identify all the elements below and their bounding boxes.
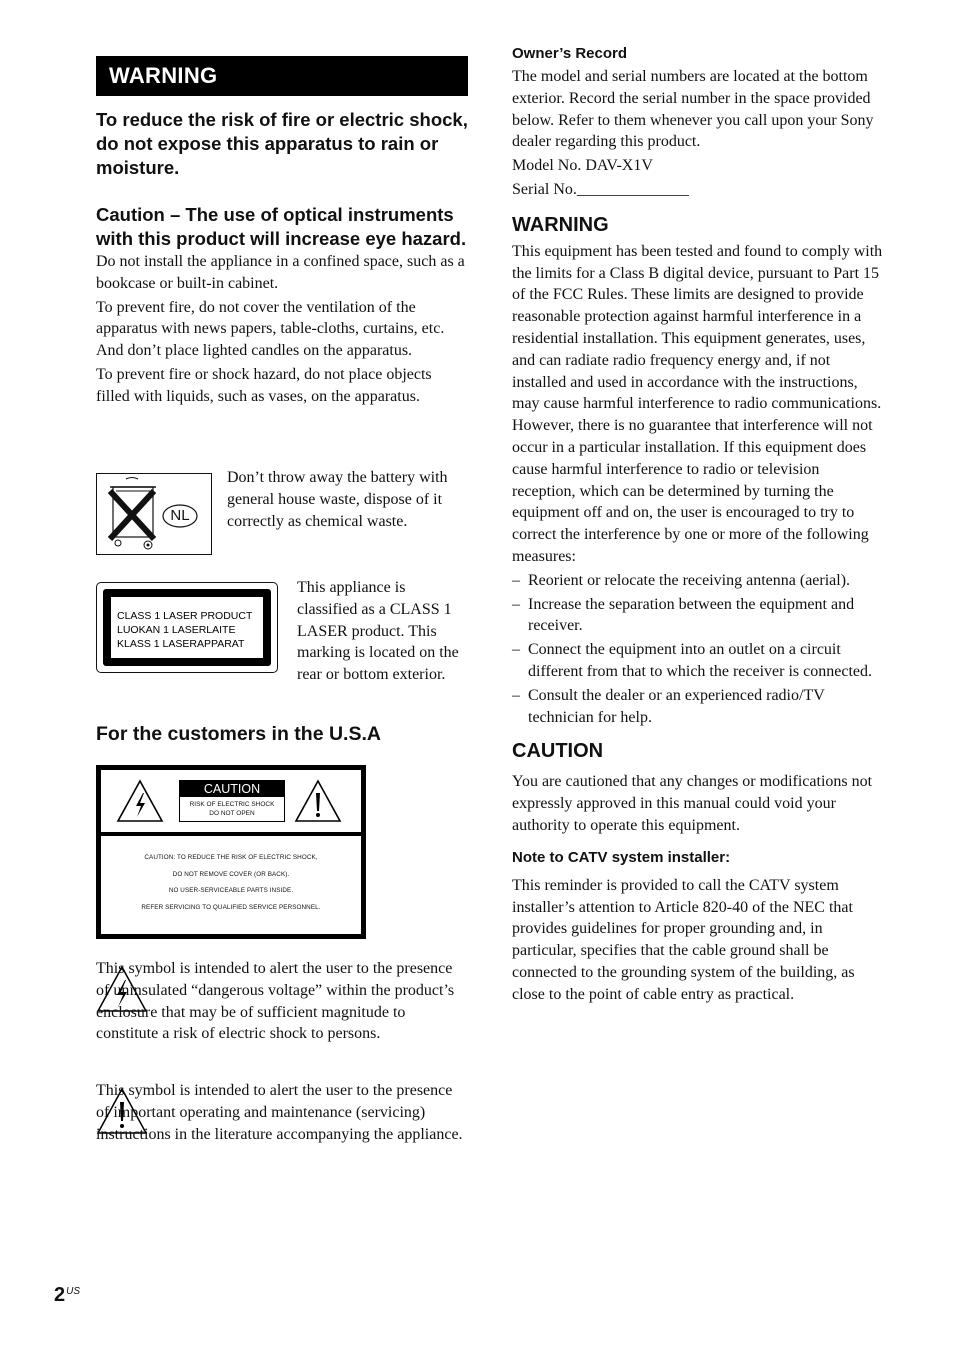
warning-banner: WARNING [96,56,468,96]
laser-label-line: CLASS 1 LASER PRODUCT [117,610,253,622]
laser-class-label [96,582,278,673]
left-column [96,56,468,410]
caution-label-title: CAUTION [180,781,284,797]
fire-paragraph: To prevent fire, do not cover the ventilation of the apparatus with news papers, table-cloths, curtains, etc. And don’t place lighted candles on the apparatus. [96,298,445,360]
fcc-warning-heading: WARNING [512,213,609,236]
usa-heading: For the customers in the U.S.A [96,723,381,745]
install-paragraph: Do not install the appliance in a confined space, such as a bookcase or built-in cabinet. [96,253,465,292]
lightning-warning-icon [116,779,164,823]
laser-label-line: LUOKAN 1 LASERLAITE [117,624,236,636]
caution-label-body-line: CAUTION: TO REDUCE THE RISK OF ELECTRIC SHOCK, [144,854,318,861]
serial-number: Serial No.______________ [512,180,689,198]
right-column [512,44,884,1007]
instructions-symbol-text: This symbol is intended to alert the user to the presence of important operating and maintenance (servicing) instructions in the literature accompanying the appliance. [96,1082,463,1143]
risk-heading: To reduce the risk of fire or electric shock, do not expose this apparatus to rain or moisture. [96,109,468,178]
page-number: $2^{US}$ [54,1284,81,1306]
caution-label-line1: RISK OF ELECTRIC SHOCK [189,801,275,808]
laser-text: This appliance is classified as a CLASS 1 LASER product. This marking is located on the rear or bottom exterior. [297,579,459,684]
battery-text: Don’t throw away the battery with general house waste, dispose of it correctly as chemical waste. [227,469,448,530]
battery-disposal-icon [96,473,212,555]
caution-label-line2: DO NOT OPEN [209,810,255,817]
shock-paragraph: To prevent fire or shock hazard, do not place objects filled with liquids, such as vases, on the apparatus. [96,365,432,405]
optical-caution-heading: Caution – The use of optical instruments with this product will increase eye hazard. [96,204,467,249]
caution-label-body-line: DO NOT REMOVE COVER (OR BACK). [172,870,290,878]
voltage-symbol-text: This symbol is intended to alert the user to the presence of uninsulated “dangerous voltage” within the product’s enclosure that may be of sufficient magnitude to constitute a risk of electric shock to persons. [96,960,455,1043]
caution-heading: CAUTION [512,740,604,763]
catv-text: This reminder is provided to call the CATV system installer’s attention to Article 820-40 of the NEC that provides guidelines for proper grounding and, in particular, specifies that the cable ground shall be connected to the grounding system of the building, as close to the point of cable entry as practical. [512,876,855,1003]
list-item: – Connect the equipment into an outlet on a circuit different from that to which the receiver is connected. [512,641,873,680]
caution-label [96,765,366,939]
model-number: Model No. DAV-X1V [512,157,653,175]
battery-nl-label: NL [170,507,190,524]
laser-label-line: KLASS 1 LASERAPPARAT [117,638,245,650]
fcc-warning-text: This equipment has been tested and found to comply with the limits for a Class B digital device, pursuant to Part 15 of the FCC Rules. These limits are designed to provide reasonable protection against harmful interference in a residential installation. This equipment generates, uses, and can radiate radio frequency energy and, if not installed and used in accordance with the instructions, may cause harmful interference to radio communications. However, there is no guarantee that interference will not occur in a particular installation. If this equipment does cause harmful interference to radio or television reception, which can be determined by turning the equipment off and on, the user is encouraged to try to correct the interference by one or more of the following measures: [512,242,883,565]
list-item: – Reorient or relocate the receiving antenna (aerial). [512,571,851,589]
exclamation-warning-icon [294,779,342,823]
caution-label-body-line: NO USER-SERVICEABLE PARTS INSIDE. [168,887,294,894]
list-item: – Consult the dealer or an experienced radio/TV technician for help. [512,686,825,726]
caution-label-body-line: REFER SERVICING TO QUALIFIED SERVICE PERSONNEL. [141,903,321,911]
list-item: – Increase the separation between the equipment and receiver. [512,595,855,635]
owners-record-heading: Owner’s Record [512,45,628,62]
caution-text: You are cautioned that any changes or modifications not expressly approved in this manual could void your authority to operate this equipment. [512,773,873,834]
owners-record-text: The model and serial numbers are located at the bottom exterior. Record the serial number in the space provided below. Refer to them whenever you call upon your Sony dealer regarding this product. [512,68,874,151]
catv-heading: Note to CATV system installer: [512,848,731,866]
